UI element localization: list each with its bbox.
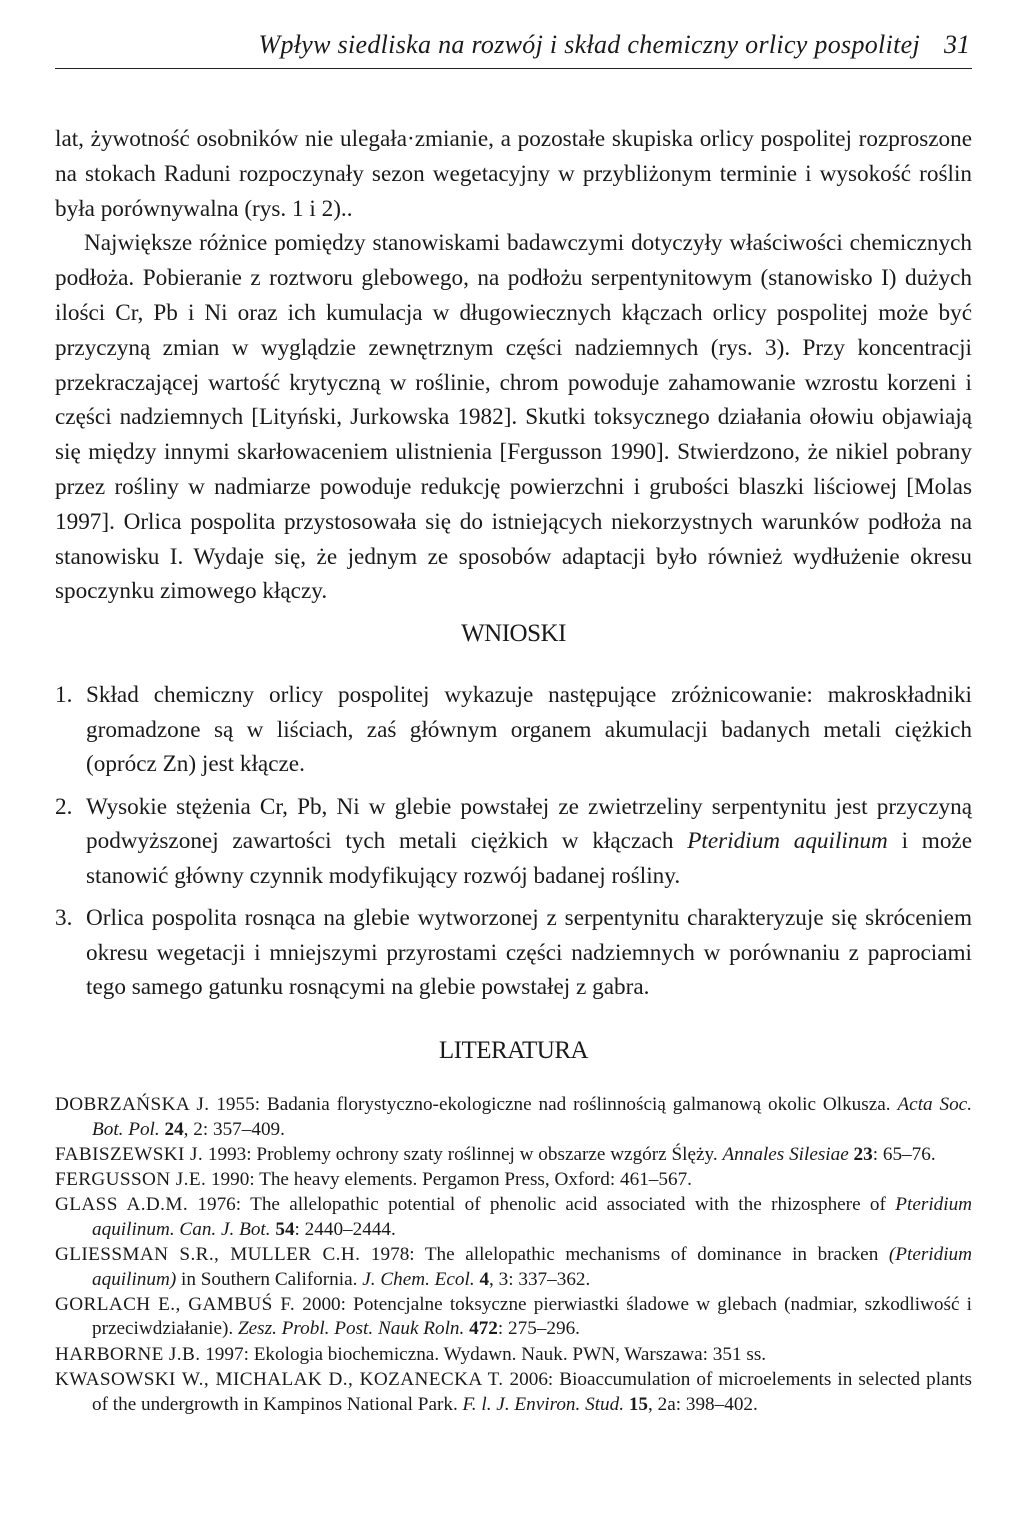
- reference-author: GLASS A.D.M.: [55, 1194, 189, 1216]
- reference-text: 1978: The allelopathic mechanisms of dominance in bracken: [370, 1244, 879, 1266]
- references-list: [55, 1093, 972, 1418]
- reference-pages: : 275–296.: [497, 1318, 580, 1340]
- conclusion-text: Wysokie stężenia Cr, Pb, Ni w glebie powstałej ze zwietrzeliny serpentynitu jest przyczyną podwyższonej zawartości tych metali ciężkich w kłączach: [86, 793, 972, 854]
- reference-volume: 4: [479, 1268, 490, 1290]
- reference-text: 2000: Potencjalne toksyczne pierwiastki śladowe w glebach (nadmiar, szkodliwość i przeciwdziałanie).: [92, 1293, 972, 1340]
- conclusion-number: 3.: [55, 905, 73, 931]
- reference-volume: 24: [164, 1118, 184, 1140]
- running-title: Wpływ siedliska na rozwój i skład chemiczny orlicy pospolitej: [258, 30, 920, 59]
- conclusion-number: 2.: [55, 793, 73, 820]
- reference-item: [55, 1193, 972, 1242]
- reference-volume: 23: [853, 1143, 873, 1165]
- reference-author: KWASOWSKI W., MICHALAK D., KOZANECKA T.: [55, 1369, 504, 1391]
- reference-text: 1993: Problemy ochrony szaty roślinnej w obszarze wzgórz Ślęży.: [207, 1143, 718, 1165]
- reference-item: [55, 1143, 972, 1168]
- conclusion-text: Orlica pospolita rosnąca na glebie wytworzonej z serpentynitu charakteryzuje się skróceniem okresu wegetacji i mniejszymi przyrostami części nadziemnych w porównaniu z paprociami tego samego gatunku rosnącymi na glebie powstałej z gabra.: [86, 905, 972, 1000]
- reference-volume: 472: [469, 1318, 498, 1340]
- reference-author: FERGUSSON J.E.: [55, 1169, 207, 1191]
- conclusion-item: [55, 790, 972, 894]
- reference-journal: Zesz. Probl. Post. Nauk Roln.: [237, 1318, 465, 1340]
- species-name: Pteridium aquilinum: [687, 828, 888, 854]
- reference-pages: , 2: 357–409.: [183, 1118, 285, 1140]
- species-name: Pteridium aquilinum.: [92, 1194, 973, 1240]
- reference-author: DOBRZAŃSKA J.: [55, 1094, 210, 1115]
- page-number: 31: [944, 30, 970, 59]
- reference-volume: 15: [628, 1393, 649, 1415]
- conclusion-text: Skład chemiczny orlicy pospolitej wykazuje następujące zróżnicowanie: makroskładniki gromadzone są w liściach, zaś głównym organem akumulacji badanych metali ciężkich (oprócz Zn) jest kłącze.: [86, 682, 972, 777]
- reference-author: GLIESSMAN S.R., MULLER C.H.: [55, 1244, 361, 1266]
- reference-journal: J. Chem. Ecol.: [362, 1268, 475, 1290]
- reference-item: [55, 1168, 972, 1193]
- reference-text: 1997: Ekologia biochemiczna. Wydawn. Nauk. PWN, Warszawa: 351 ss.: [205, 1343, 767, 1365]
- reference-text: 1976: The allelopathic potential of phenolic acid associated with the rhizosphere of: [197, 1194, 886, 1216]
- reference-item: [55, 1093, 972, 1142]
- reference-item: [55, 1343, 972, 1368]
- reference-pages: : 65–76.: [872, 1143, 936, 1165]
- running-header: [55, 28, 972, 69]
- reference-text: 1990: The heavy elements. Pergamon Press, Oxford: 461–567.: [210, 1169, 692, 1191]
- reference-volume: 54: [275, 1218, 295, 1240]
- body-paragraph: lat, żywotność osobników nie ulegała·zmianie, a pozostałe skupiska orlicy pospolitej rozproszone na stokach Raduni rozpoczynały sezon wegetacyjny w przybliżonym terminie i wysokość roślin była porównywalna (rys. 1 i 2)..: [55, 126, 972, 222]
- conclusion-text: i może stanowić główny czynnik modyfikujący rozwój badanej rośliny.: [86, 828, 973, 889]
- reference-text: 2006: Bioaccumulation of microelements in selected plants of the undergrowth in Kampinos National Park.: [92, 1369, 972, 1415]
- reference-pages: , 3: 337–362.: [489, 1268, 591, 1290]
- reference-item: [55, 1243, 972, 1292]
- reference-journal: Acta Soc. Bot. Pol.: [92, 1094, 972, 1140]
- reference-journal: F. l. J. Environ. Stud.: [462, 1393, 625, 1415]
- reference-author: GORLACH E., GAMBUŚ F.: [55, 1293, 296, 1315]
- references-heading: LITERATURA: [438, 1037, 589, 1064]
- reference-author: HARBORNE J.B.: [55, 1343, 201, 1365]
- reference-journal: Can. J. Bot.: [179, 1218, 271, 1240]
- conclusions-heading: WNIOSKI: [461, 620, 566, 647]
- body-paragraph: Największe różnice pomiędzy stanowiskami badawczymi dotyczyły właściwości chemicznych podłoża. Pobieranie z roztworu glebowego, na podłożu serpentynitowym (stanowisko I) dużych ilości Cr, Pb i Ni oraz ich kumulacja w długowiecznych kłączach orlicy pospolitej może być przyczyną zmian w wyglądzie zewnętrznym części nadziemnych (rys. 3). Przy koncentracji przekraczającej wartość krytyczną w roślinie, chrom powoduje zahamowanie wzrostu korzeni i części nadziemnych [Lityński, Jurkowska 1982]. Skutki toksycznego działania ołowiu objawiają się między innymi skarłowaceniem ulistnienia [Fergusson 1990]. Stwierdzono, że nikiel pobrany przez rośliny w nadmiarze powoduje redukcję powierzchni i grubości blaszki liściowej [Molas 1997]. Orlica pospolita przystosowała się do istniejących niekorzystnych warunków podłoża na stanowisku I. Wydaje się, że jednym ze sposobów adaptacji było również wydłużenie okresu spoczynku zimowego kłączy.: [55, 230, 972, 605]
- reference-item: [55, 1368, 972, 1417]
- reference-pages: , 2a: 398–402.: [648, 1393, 758, 1415]
- species-name: (Pteridium aquilinum): [92, 1244, 973, 1290]
- body-text: [55, 122, 972, 609]
- conclusion-number: 1.: [55, 682, 73, 708]
- reference-item: [55, 1293, 972, 1342]
- conclusion-item: [55, 678, 972, 782]
- conclusions-list: [55, 678, 972, 1013]
- reference-text: 1955: Badania florystyczno-ekologiczne nad roślinnością galmanową okolic Olkusza.: [216, 1094, 891, 1115]
- reference-journal: Annales Silesiae: [722, 1143, 849, 1165]
- reference-author: FABISZEWSKI J.: [55, 1143, 204, 1165]
- reference-pages: : 2440–2444.: [294, 1218, 396, 1240]
- reference-text: in Southern California.: [181, 1268, 358, 1290]
- conclusion-item: [55, 901, 972, 1005]
